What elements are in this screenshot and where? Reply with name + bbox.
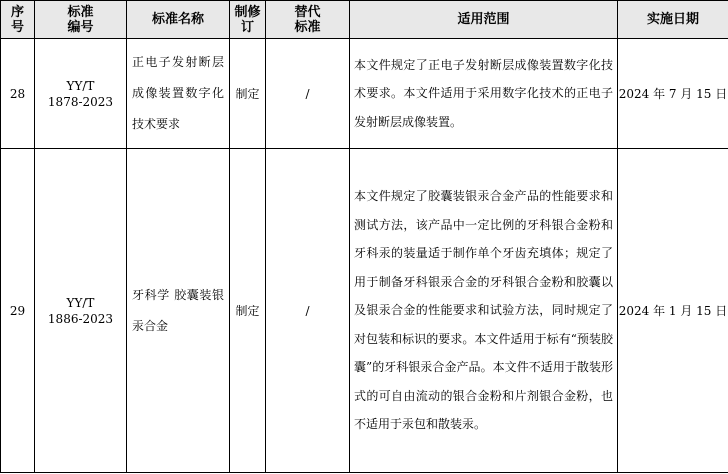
row-date: 2024 年 1 月 15 日	[618, 149, 728, 473]
row-type: 制定	[230, 149, 266, 473]
row-seq: 28	[1, 39, 35, 149]
table-row	[1, 39, 728, 149]
row-code: YY/T 1886-2023	[35, 149, 127, 473]
row-scope: 本文件规定了正电子发射断层成像装置数字化技术要求。本文件适用于采用数字化技术的正电子发射断层成像装置。	[350, 39, 618, 149]
row-seq: 29	[1, 149, 35, 473]
header-row	[1, 1, 728, 39]
row-date: 2024 年 7 月 15 日	[618, 39, 728, 149]
header-date: 实施日期	[618, 1, 728, 39]
header-replace: 替代 标准	[266, 1, 350, 39]
row-replace: /	[266, 149, 350, 473]
row-code: YY/T 1878-2023	[35, 39, 127, 149]
header-type: 制修 订	[230, 1, 266, 39]
header-name: 标准名称	[127, 1, 230, 39]
header-code: 标准 编号	[35, 1, 127, 39]
table-row	[1, 149, 728, 473]
row-type: 制定	[230, 39, 266, 149]
row-name: 牙科学 胶囊装银汞合金	[127, 149, 230, 473]
row-scope: 本文件规定了胶囊装银汞合金产品的性能要求和测试方法，该产品中一定比例的牙科银合金粉和牙科汞的装量适于制作单个牙齿充填体；规定了用于制备牙科银汞合金的牙科银合金粉和胶囊以及银汞合金的性能要求和试验方法，同时规定了对包装和标识的要求。本文件适用于标有“预装胶囊”的牙科银汞合金产品。本文件不适用于散装形式的可自由流动的银合金粉和片剂银合金粉，也不适用于汞包和散装汞。	[350, 149, 618, 473]
row-replace: /	[266, 39, 350, 149]
header-scope: 适用范围	[350, 1, 618, 39]
row-name: 正电子发射断层成像装置数字化技术要求	[127, 39, 230, 149]
header-seq: 序 号	[1, 1, 35, 39]
